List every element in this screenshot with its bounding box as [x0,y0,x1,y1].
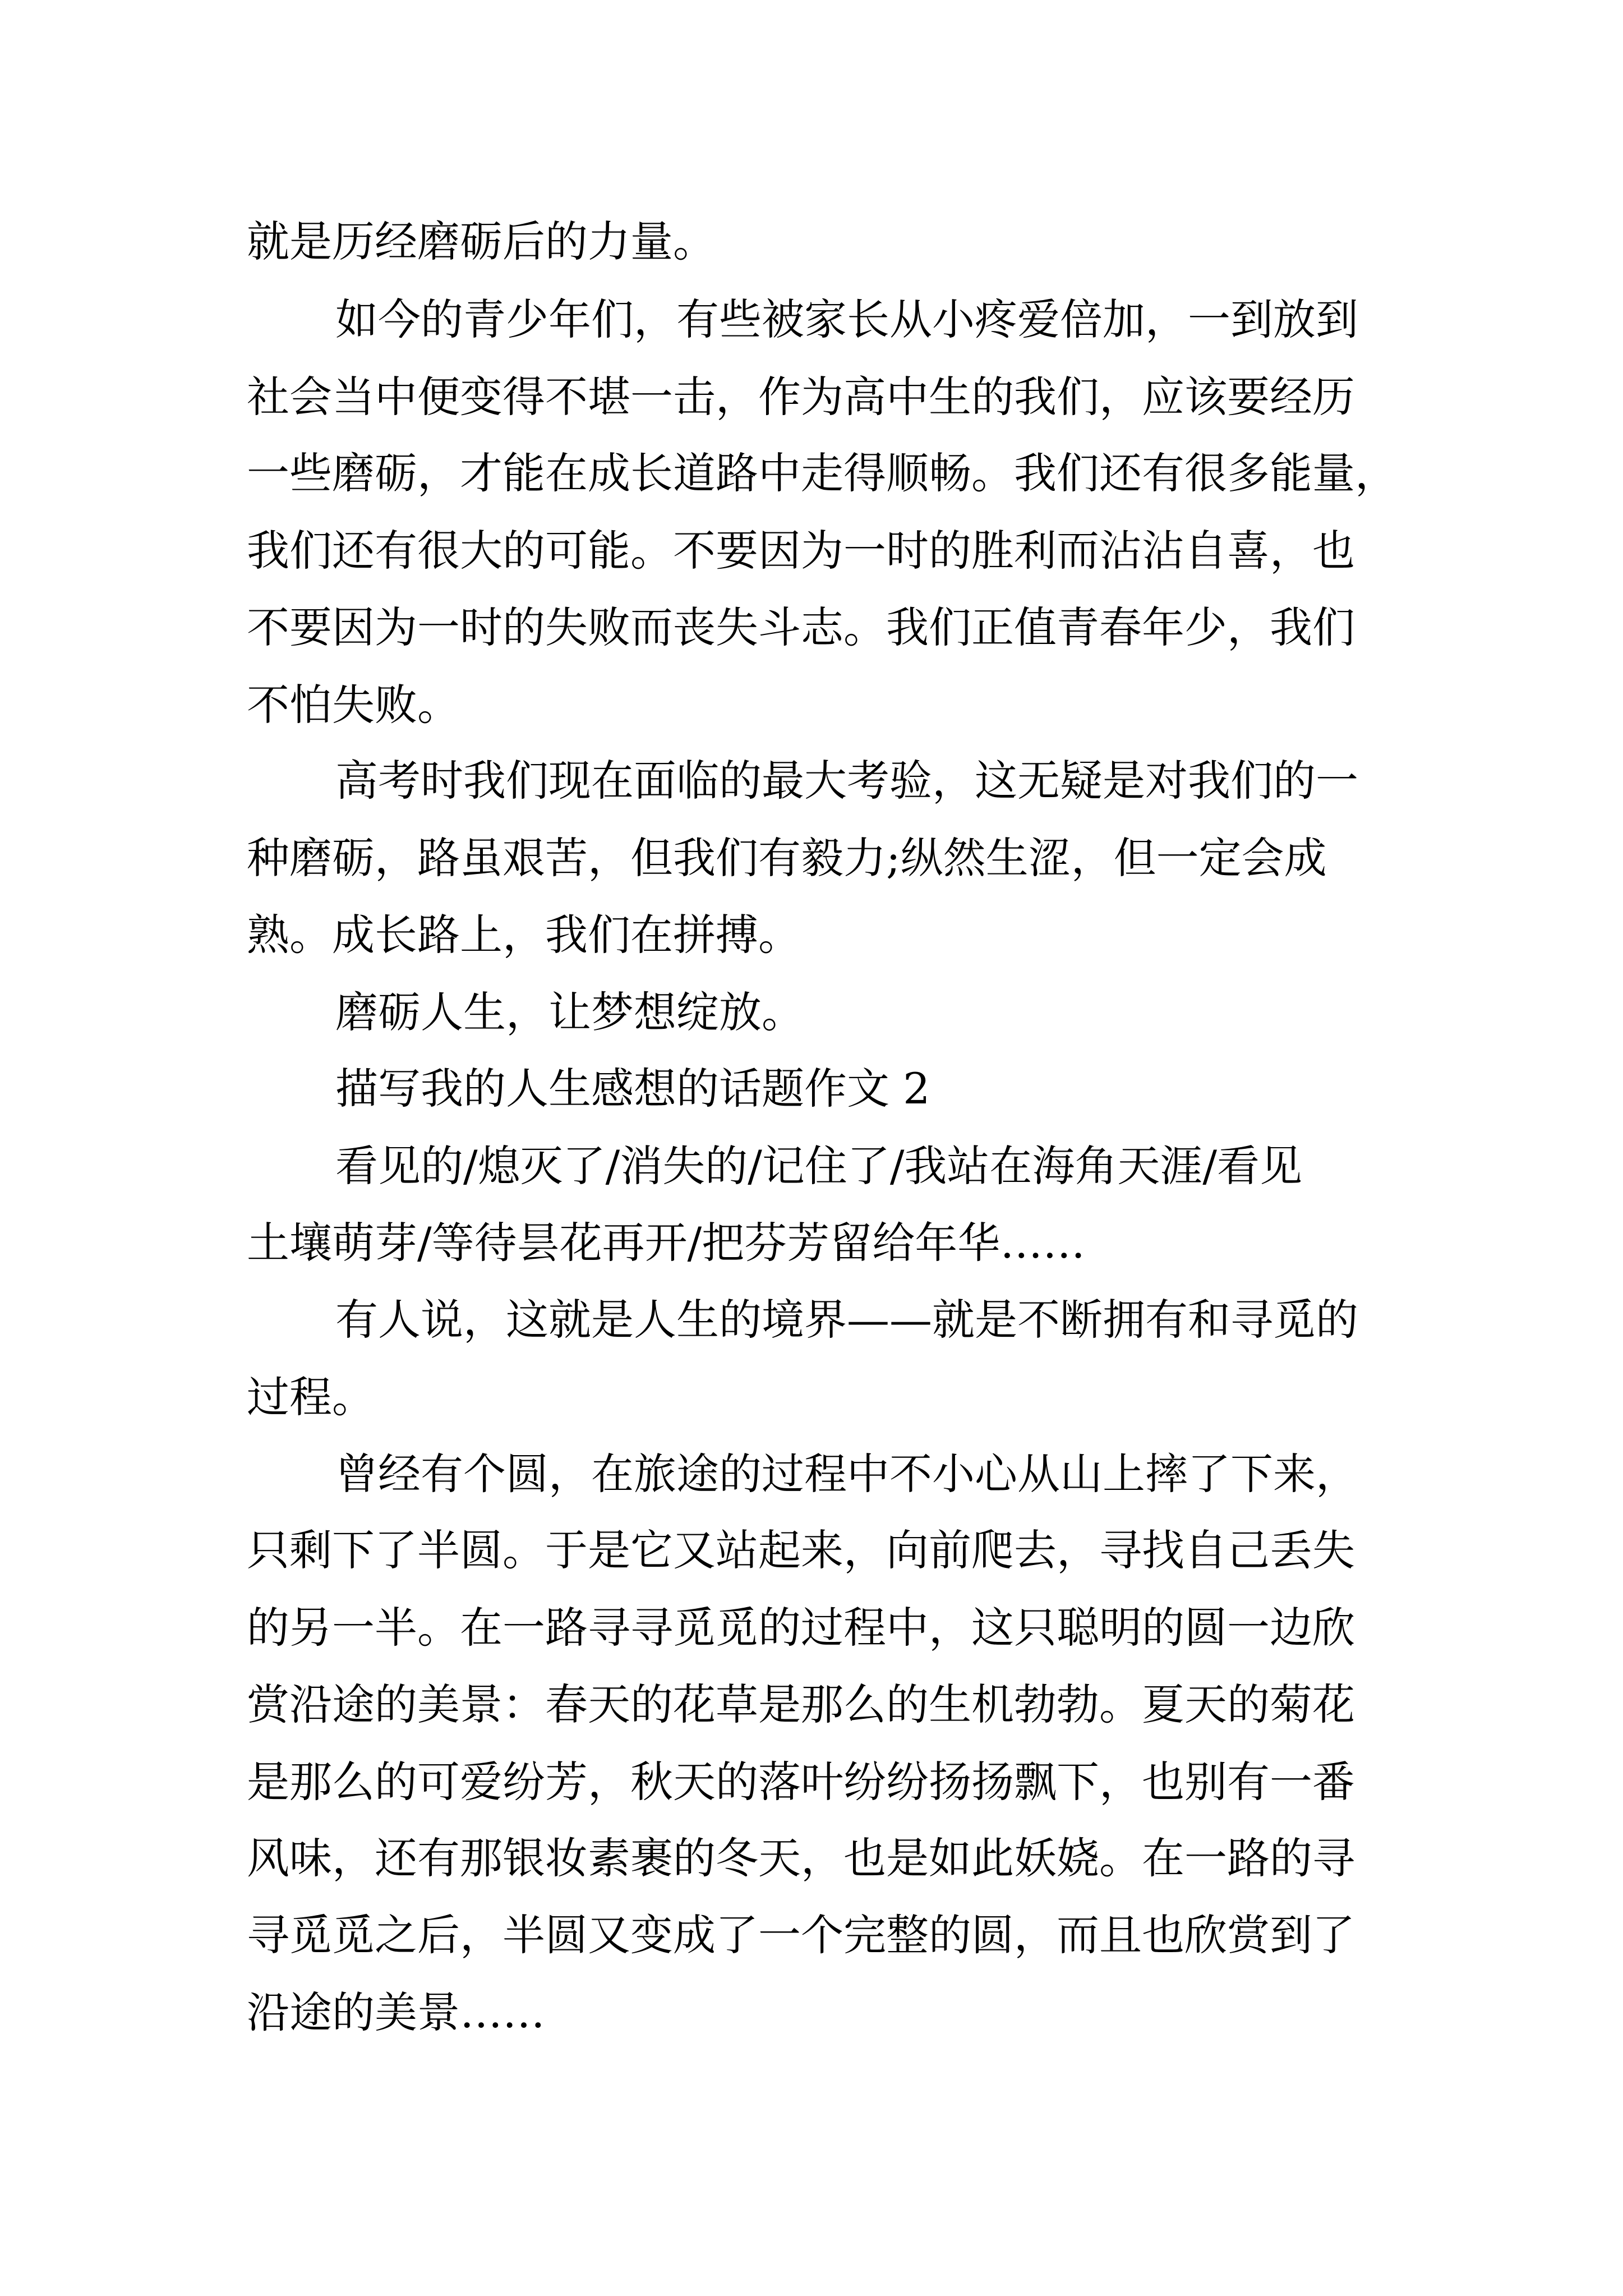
text-line: 高考时我们现在面临的最大考验，这无疑是对我们的一 [335,756,1358,806]
section-heading: 描写我的人生感想的话题作文 2 [335,1064,930,1114]
text-line: 不要因为一时的失败而丧失斗志。我们正值青春年少，我们 [247,602,1355,652]
text-line: 是那么的可爱纷芳，秋天的落叶纷纷扬扬飘下，也别有一番 [247,1757,1355,1807]
text-line: 过程。 [247,1372,375,1422]
text-line: 一些磨砺，才能在成长道路中走得顺畅。我们还有很多能量， [247,448,1398,498]
text-line: 种磨砺，路虽艰苦，但我们有毅力;纵然生涩，但一定会成 [247,833,1327,883]
text-line: 寻觅觅之后，半圆又变成了一个完整的圆，而且也欣赏到了 [247,1910,1355,1960]
text-line: 土壤萌芽/等待昙花再开/把芬芳留给年华…… [247,1218,1086,1268]
text-line: 曾经有个圆，在旅途的过程中不小心从山上摔了下来， [335,1449,1358,1499]
text-line: 不怕失败。 [247,680,460,730]
text-line: 赏沿途的美景：春天的花草是那么的生机勃勃。夏天的菊花 [247,1680,1355,1729]
text-line: 如今的青少年们，有些被家长从小疼爱倍加，一到放到 [335,295,1358,344]
text-line: 熟。成长路上，我们在拼搏。 [247,910,801,960]
text-line: 只剩下了半圆。于是它又站起来，向前爬去，寻找自己丢失 [247,1525,1355,1575]
text-line: 风味，还有那银妆素裹的冬天，也是如此妖娆。在一路的寻 [247,1833,1355,1883]
text-line: 看见的/熄灭了/消失的/记住了/我站在海角天涯/看见 [335,1141,1303,1191]
text-line: 的另一半。在一路寻寻觅觅的过程中，这只聪明的圆一边欣 [247,1603,1355,1653]
text-line: 我们还有很大的可能。不要因为一时的胜利而沾沾自喜，也 [247,526,1355,576]
text-line: 就是历经磨砺后的力量。 [247,217,716,266]
text-line: 有人说，这就是人生的境界——就是不断拥有和寻觅的 [335,1295,1358,1345]
text-line: 社会当中便变得不堪一击，作为高中生的我们，应该要经历 [247,372,1355,422]
text-line: 沿途的美景…… [247,1987,545,2037]
text-line: 磨砺人生，让梦想绽放。 [335,987,804,1037]
